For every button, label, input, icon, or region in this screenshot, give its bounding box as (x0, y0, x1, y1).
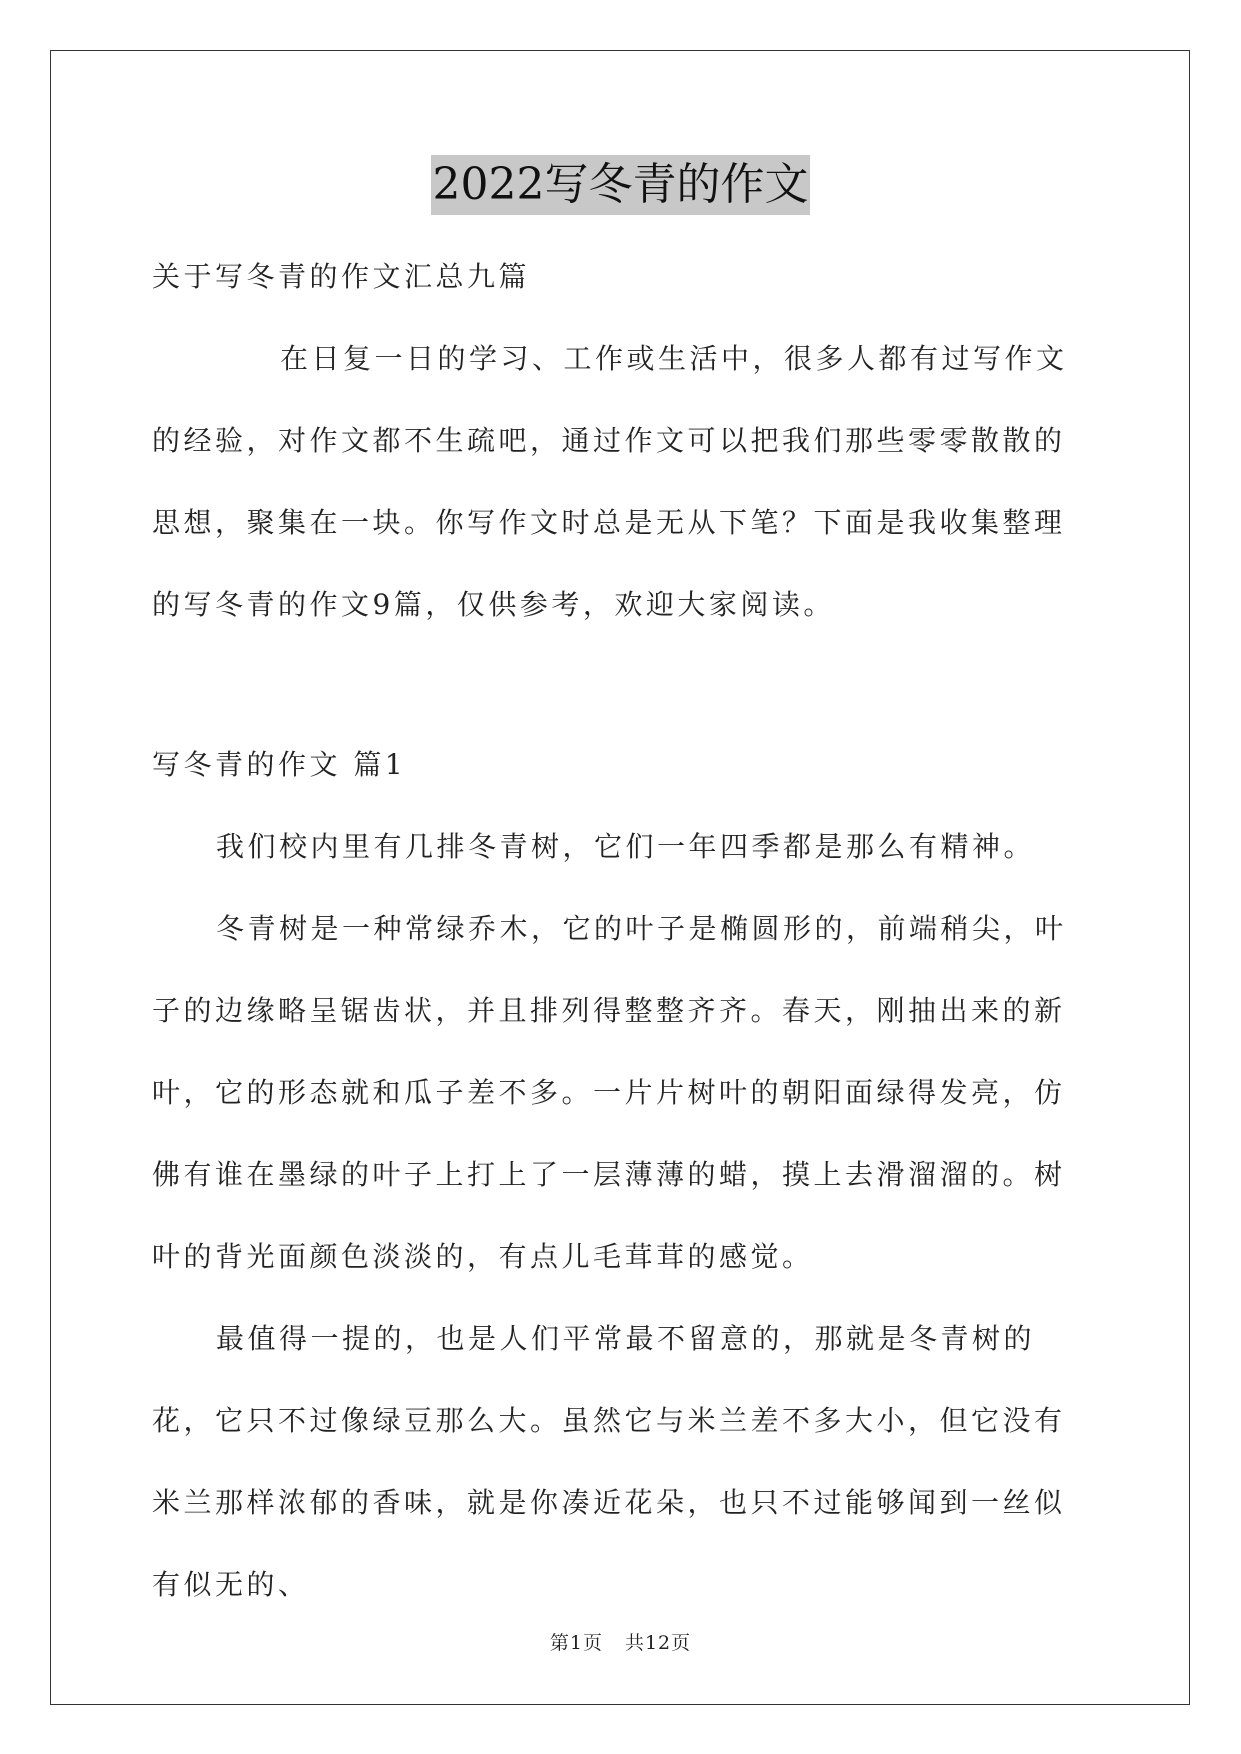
body-paragraph-3: 最值得一提的，也是人们平常最不留意的，那就是冬青树的花，它只不过像绿豆那么大。虽然它与米兰差不多大小，但它没有米兰那样浓郁的香味，就是你凑近花朵，也只不过能够闻到一丝似有似无的、 (152, 1322, 1066, 1601)
body-paragraph-1: 我们校内里有几排冬青树，它们一年四季都是那么有精神。 (216, 830, 1036, 863)
section-heading: 写冬青的作文 篇1 (152, 748, 407, 781)
page-total: 共12页 (624, 1632, 692, 1654)
intro-paragraph: 在日复一日的学习、工作或生活中，很多人都有过写作文的经验，对作文都不生疏吧，通过作文可以把我们那些零零散散的思想，聚集在一块。你写作文时总是无从下笔？下面是我收集整理的写冬青的作文9篇，仅供参考，欢迎大家阅读。 (152, 342, 1068, 621)
document-subtitle: 关于写冬青的作文汇总九篇 (152, 260, 531, 293)
title-container (0, 155, 1241, 215)
document-title: 2022写冬青的作文 (431, 155, 811, 215)
body-paragraph-2: 冬青树是一种常绿乔木，它的叶子是椭圆形的，前端稍尖，叶子的边缘略呈锯齿状，并且排列得整整齐齐。春天，刚抽出来的新叶，它的形态就和瓜子差不多。一片片树叶的朝阳面绿得发亮，仿佛有谁在墨绿的叶子上打上了一层薄薄的蜡，摸上去滑溜溜的。树叶的背光面颜色淡淡的，有点儿毛茸茸的感觉。 (152, 912, 1067, 1273)
page-number: 第1页 (549, 1632, 603, 1654)
page-footer (0, 1628, 1241, 1655)
document-body (152, 236, 1092, 1626)
